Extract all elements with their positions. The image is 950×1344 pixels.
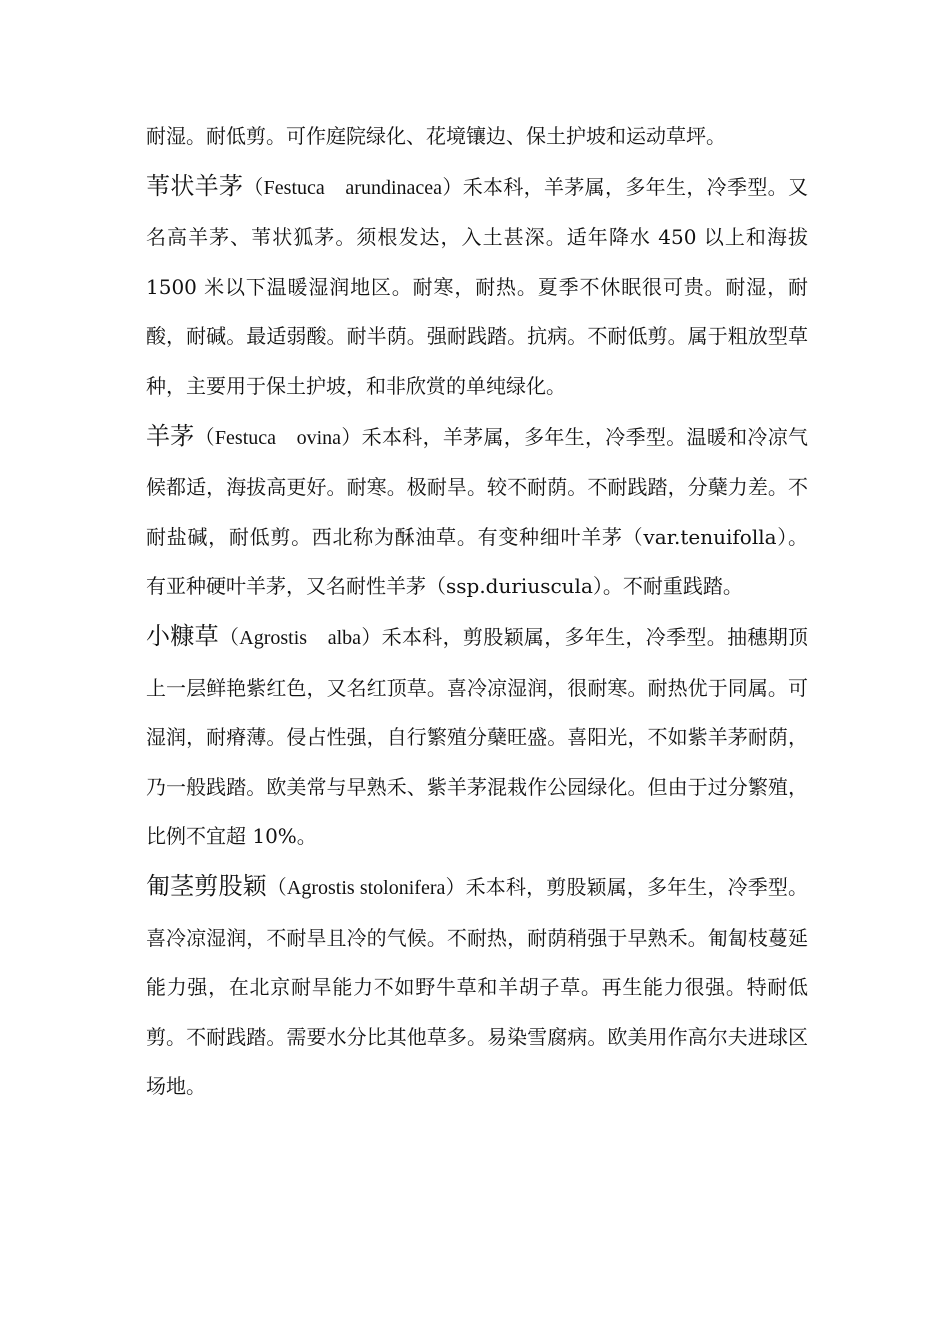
latin-name: （Agrostis alba） bbox=[218, 626, 382, 649]
paragraph-text: 禾本科，剪股颖属，多年生，冷季型。抽穗期顶上一层鲜艳紫红色，又名红顶草。喜冷凉湿润，很耐寒。耐热优于同属。可湿润，耐瘠薄。侵占性强，自行繁殖分蘖旺盛。喜阳光，不如紫羊茅耐荫，乃一般践踏。欧美常与早熟禾、紫羊茅混栽作公园绿化。但由于过分繁殖，比例不宜超 10%。 bbox=[146, 624, 809, 849]
paragraph-text: 禾本科，剪股颖属，多年生，冷季型。喜冷凉湿润，不耐旱且冷的气候。不耐热，耐荫稍强于早熟禾。匍匐枝蔓延能力强，在北京耐旱能力不如野牛草和羊胡子草。再生能力很强。特耐低剪。不耐践踏。需要水分比其他草多。易染雪腐病。欧美用作高尔夫进球区场地。 bbox=[146, 874, 809, 1099]
paragraph-festuca-arundinacea bbox=[146, 162, 808, 412]
paragraph-festuca-ovina bbox=[146, 412, 808, 612]
latin-name: （Agrostis stolonifera） bbox=[266, 876, 466, 899]
species-name: 小糠草 bbox=[146, 621, 219, 650]
paragraph-agrostis-alba bbox=[146, 612, 808, 862]
latin-name: （Festuca arundinacea） bbox=[243, 176, 463, 199]
paragraph-text: 耐湿。耐低剪。可作庭院绿化、花境镶边、保土护坡和运动草坪。 bbox=[146, 124, 726, 148]
paragraph-text: 禾本科，羊茅属，多年生，冷季型。又名高羊茅、苇状狐茅。须根发达，入土甚深。适年降水 450 以上和海拔 1500 米以下温暖湿润地区。耐寒，耐热。夏季不休眠很可贵。耐湿，耐酸，耐碱。最适弱酸。耐半荫。强耐践踏。抗病。不耐低剪。属于粗放型草种，主要用于保土护坡，和非欣赏的单纯绿化。 bbox=[146, 174, 808, 398]
document-page bbox=[146, 112, 808, 1112]
species-name: 羊茅 bbox=[146, 421, 195, 450]
species-name: 苇状羊茅 bbox=[146, 171, 244, 200]
latin-name: （Festuca ovina） bbox=[194, 426, 362, 449]
paragraph-text: 禾本科，羊茅属，多年生，冷季型。温暖和冷凉气候都适，海拔高更好。耐寒。极耐旱。较不耐荫。不耐践踏，分蘖力差。不耐盐碱，耐低剪。西北称为酥油草。有变种细叶羊茅（var.tenuifolla）。有亚种硬叶羊茅，又名耐性羊茅（ssp.duriuscula）。不耐重践踏。 bbox=[146, 424, 809, 599]
paragraph-agrostis-stolonifera bbox=[146, 862, 808, 1112]
species-name: 匍茎剪股颖 bbox=[146, 871, 267, 900]
paragraph-continuation bbox=[146, 112, 808, 162]
